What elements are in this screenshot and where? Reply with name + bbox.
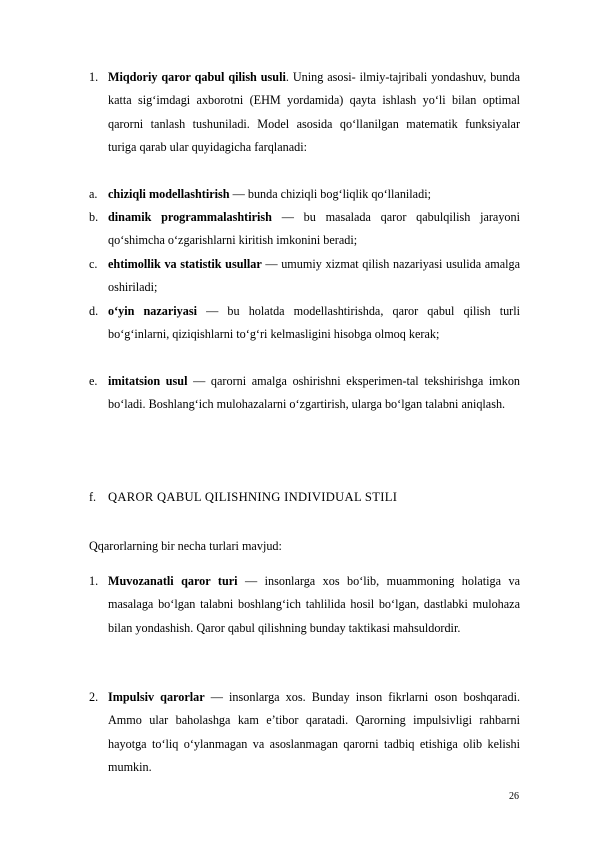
item-description: — umumiy xizmat qilish nazariyasi usulida amalga oshiriladi; [108,257,520,295]
item-description: — bu holatda modellashtirishda, qaror qabul qilish turli bo‘g‘inlarni, qiziqishlarni to‘g‘ri kelmasligini hisobga olmoq kerak; [108,304,520,342]
item-term: imitatsion usul [108,374,188,388]
list-item-text [108,300,520,347]
item-term: Miqdoriy qaror qabul qilish usuli [108,70,286,84]
list-item-text [108,206,520,253]
list-marker: c. [89,257,98,271]
item-description: . Uning asosi- ilmiy-tajribali yondashuv, bunda katta sig‘imdagi axborotni (EHM yordamida) qayta ishlash yo‘li bilan optimal qarorni tanlash tushuniladi. Model asosida qo‘llanilgan matematik funksiyalar turiga qarab ular quyidagicha farqlanadi: [108,70,520,155]
item-term: dinamik programmalashtirish [108,210,272,224]
item-term: o‘yin nazariyasi [108,304,198,318]
intro-paragraph: Qqarorlarning bir necha turlari mavjud: [89,539,282,553]
item-description: — insonlarga xos bo‘lib, muammoning holatiga va masalaga bo‘lgan talabni boshlang‘ich tahlilida hosil bo‘lgan, dastlabki mulohaza bilan yondashish. Qaror qabul qilishning bunday taktikasi mahsuldordir. [108,574,520,635]
item-term: Muvozanatli qaror turi [108,574,238,588]
list-marker: b. [89,210,99,224]
list-item-text [108,66,520,160]
item-description: — bunda chiziqli bog‘liqlik qo‘llaniladi; [229,187,431,201]
list-marker: e. [89,374,98,388]
list-item-text [108,686,520,780]
item-term: Impulsiv qarorlar [108,690,205,704]
item-term: chiziqli modellashtirish [108,187,230,201]
section-heading: QAROR QABUL QILISHNING INDIVIDUAL STILI [108,490,398,504]
list-item-text [108,253,520,300]
item-term: ehtimollik va statistik usullar [108,257,262,271]
list-item-text [108,183,520,206]
list-marker: 1. [89,70,99,84]
item-description: — qarorni amalga oshirishni eksperimen-tal tekshirishga imkon bo‘ladi. Boshlang‘ich mulohazalarni o‘zgartirish, ularga bo‘lgan talabni aniqlash. [108,374,521,412]
list-marker: a. [89,187,98,201]
item-description: — insonlarga xos. Bunday inson fikrlarni oson boshqaradi. Ammo ular baholashga kam e’tibor qaratadi. Qarorning impulsivligi rahbarni hayotga to‘liq o‘ylanmagan va asoslanmagan qarorni tadbiq etishiga olib kelishi mumkin. [108,690,520,775]
page-number: 26 [509,791,519,802]
list-marker: f. [89,490,97,504]
item-description: — bu masalada qaror qabulqilish jarayoni qo‘shimcha o‘zgarishlarni kiritish imkonini beradi; [108,210,521,248]
list-marker: d. [89,304,99,318]
list-item-text [108,570,520,640]
list-marker: 1. [89,574,99,588]
list-item-text [108,370,520,417]
list-marker: 2. [89,690,99,704]
